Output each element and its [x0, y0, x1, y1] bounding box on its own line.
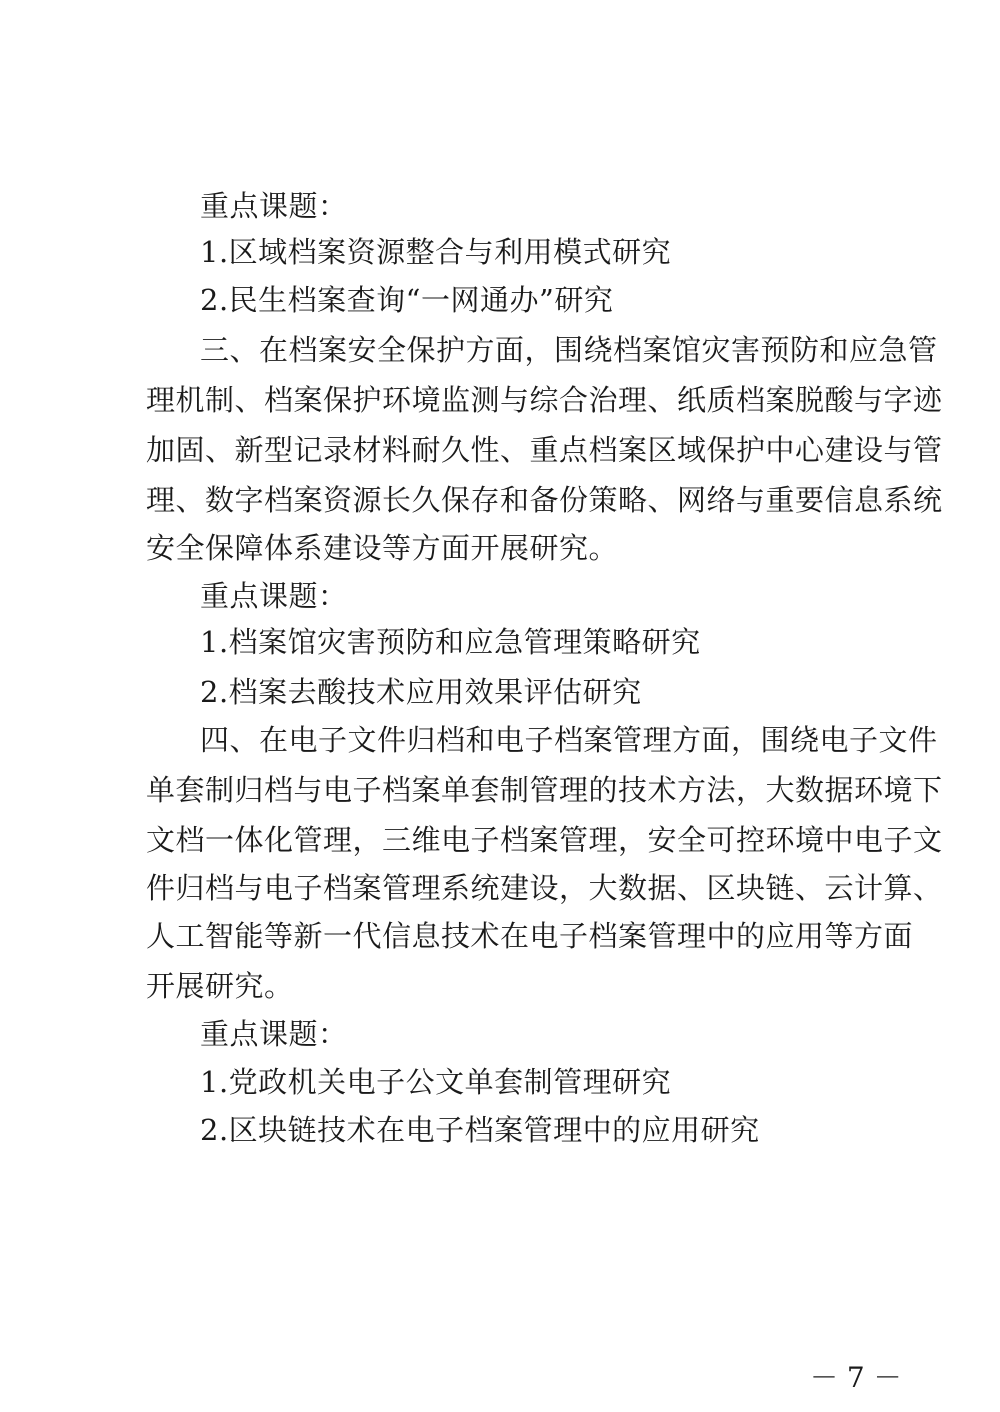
section-heading-key-topics: 重点课题： [200, 189, 348, 223]
paragraph-line: 四、在电子文件归档和电子档案管理方面，围绕电子文件 [200, 723, 938, 757]
paragraph-line: 文档一体化管理，三维电子档案管理，安全可控环境中电子文 [146, 823, 943, 857]
section-heading-key-topics: 重点课题： [200, 1017, 348, 1051]
page-number: － 7 － [810, 1361, 902, 1394]
section-heading-key-topics: 重点课题： [200, 579, 348, 613]
topic-item: 2.档案去酸技术应用效果评估研究 [200, 675, 642, 709]
paragraph-line: 三、在档案安全保护方面，围绕档案馆灾害预防和应急管 [200, 333, 938, 367]
paragraph-line: 安全保障体系建设等方面开展研究。 [146, 531, 619, 565]
topic-item: 2.区块链技术在电子档案管理中的应用研究 [200, 1113, 760, 1147]
paragraph-line: 加固、新型记录材料耐久性、重点档案区域保护中心建设与管 [146, 433, 943, 467]
paragraph-line: 人工智能等新一代信息技术在电子档案管理中的应用等方面 [146, 919, 914, 953]
paragraph-line: 理、数字档案资源长久保存和备份策略、网络与重要信息系统 [146, 483, 943, 517]
paragraph-line: 件归档与电子档案管理系统建设，大数据、区块链、云计算、 [146, 871, 943, 905]
paragraph-line: 单套制归档与电子档案单套制管理的技术方法，大数据环境下 [146, 773, 943, 807]
topic-item: 1.区域档案资源整合与利用模式研究 [200, 235, 672, 269]
paragraph-line: 开展研究。 [146, 969, 294, 1003]
topic-item: 1.党政机关电子公文单套制管理研究 [200, 1065, 672, 1099]
topic-item: 1.档案馆灾害预防和应急管理策略研究 [200, 625, 701, 659]
paragraph-line: 理机制、档案保护环境监测与综合治理、纸质档案脱酸与字迹 [146, 383, 943, 417]
topic-item: 2.民生档案查询“一网通办”研究 [200, 283, 614, 317]
